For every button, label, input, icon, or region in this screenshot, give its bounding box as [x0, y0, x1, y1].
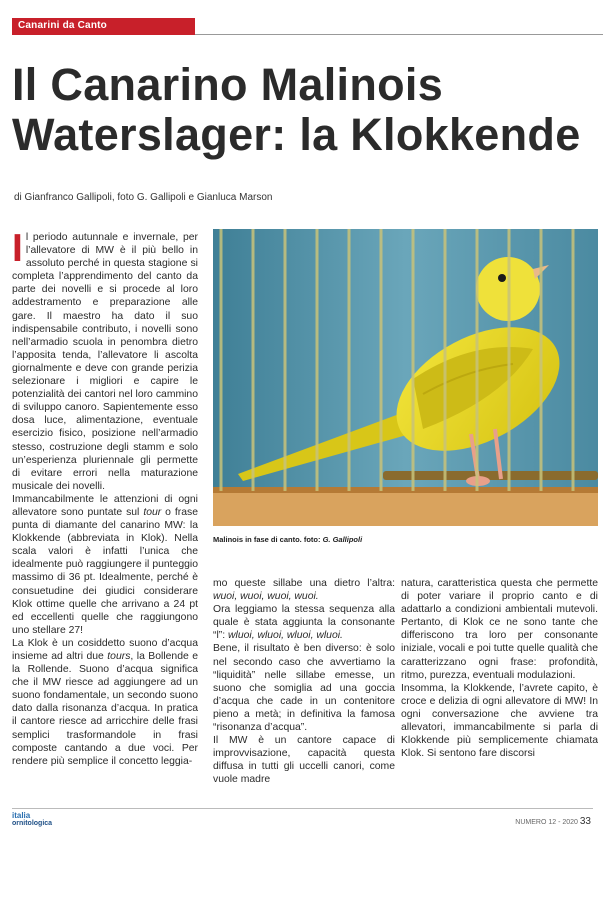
header-rule: [195, 34, 603, 35]
byline: di Gianfranco Gallipoli, foto G. Gallipoli e Gianluca Marson: [14, 192, 273, 203]
footer-rule: [12, 808, 593, 809]
paragraph: natura, caratteristica questa che permette di poter variare il proprio canto e di adattarlo a condizioni ambientali mutevoli. Pertanto, di Klok ce ne sono tante che differiscono tra loro per consonante iniziale, vocali e poi tutte quelle qualità che caratterizzano ogni frase: profondità, ritmo, purezza, eventuali modulazioni.: [401, 578, 598, 681]
article-column-1: [12, 227, 198, 768]
title-line-2: Waterslager: la Klokkende: [12, 109, 581, 160]
canary-illustration: [213, 229, 598, 526]
paragraph: Ora leggiamo la stessa sequenza alla quale è stata aggiunta la consonante “l”: wluoi, wluoi, wluoi, wluoi.: [213, 604, 395, 642]
magazine-logo: italia ornitologica: [12, 811, 53, 827]
photo-caption: Malinois in fase di canto. foto: G. Gallipoli: [213, 535, 363, 544]
section-tag: [12, 18, 195, 35]
paragraph: mo queste sillabe una dietro l’altra: wuoi, wuoi, wuoi, wuoi.: [213, 578, 395, 603]
canary-photo: [213, 229, 598, 526]
drop-cap: I: [12, 227, 23, 270]
article-column-3: [401, 577, 598, 760]
paragraph: Insomma, la Klokkende, l’avrete capito, è croce e delizia di ogni allevatore di MW! In ogni conversazione che avviene tra allevatori, immancabilmente si parla di Klokkende più semplicemente chiamata Klok. Si sentono fare discorsi: [401, 682, 598, 760]
issue-label: NUMERO 12 - 2020: [515, 819, 578, 826]
article-title: [12, 60, 597, 160]
paragraph: Il periodo autunnale e invernale, per l’allevatore di MW è il più bello in assoluto perché in questa stagione si completa l’apprendimento del canto da parte dei novelli e si procede al loro addestramento e preparazione alle gare. Il maestro ha dato il suo indispensabile contributo, i novelli sono nell’armadio scuola in penombra dietro l’apposita tenda, l’allevatore li ascolta giornalmente e deve con grande perizia selezionare i migliori e capire le potenzialità dei cantori nel loro cammino di sviluppo canoro. Sapientemente esso dosa luce, alimentazione, eventuale esercizio fisico, posizione nell’armadio stesso, costruzione degli stamm e solo un’esperienza pluriennale gli permette di evitare errori nella maturazione musicale dei novelli.: [12, 227, 198, 492]
paragraph: La Klok è un cosiddetto suono d’acqua insieme ad altri due tours, la Bollende e la Rollende. Suono d’acqua significa che il MW riesce ad aggiungere ad un suono fondamentale, un secondo suono dato dalla risonanza d’acqua. In pratica il cantore riesce ad arricchire delle frasi semplici trasformandole in frasi composte cantando a due voci. Per rendere più semplice il concetto leggia-: [12, 637, 198, 767]
page-folio: [515, 816, 591, 827]
paragraph: Bene, il risultato è ben diverso: è solo nel secondo caso che avvertiamo la “liquidità” nelle sillabe emesse, un suono che somiglia ad una goccia d’acqua che cade in un contenitore pieno a metà; in definitiva la famosa “risonanza d’acqua”.: [213, 643, 395, 734]
article-column-2: [213, 577, 395, 787]
paragraph: Il MW è un cantore capace di improvvisazione, capacità questa diffusa in tutti gli uccelli canori, come vuole madre: [213, 735, 395, 786]
title-line-1: Il Canarino Malinois: [12, 59, 444, 110]
section-tag-label: Canarini da Canto: [18, 20, 107, 31]
page-number: 33: [579, 816, 591, 827]
paragraph: Immancabilmente le attenzioni di ogni allevatore sono puntate sul tour o frase punta di diamante del canarino MW: la Klokkende (abbreviata in Klok). Nella scala valori è infatti l’unica che idealmente può raggiungere il punteggio massimo di 36 pt. Idealmente, perché è consuetudine dei giudici considerare Klok ottime quelle che arrivano a 24 pt ed eccellenti quelle che raggiungono uno stellare 27!: [12, 493, 198, 636]
